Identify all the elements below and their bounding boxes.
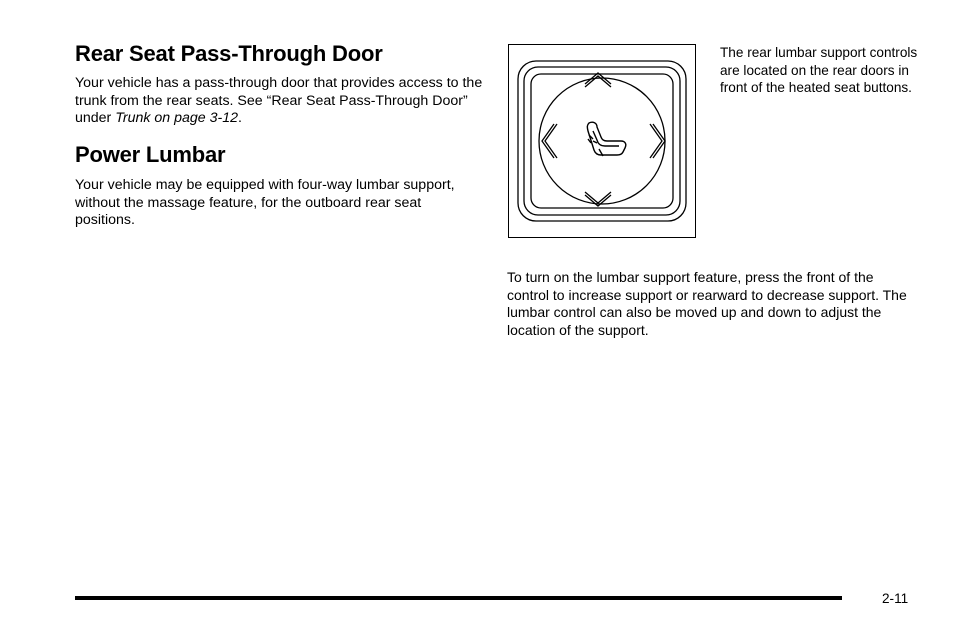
control-housing-inner (531, 74, 673, 208)
section-heading-power-lumbar: Power Lumbar (75, 142, 226, 167)
control-housing-outer (518, 61, 686, 221)
figure-caption: The rear lumbar support controls are located on the rear doors in front of the heated seat buttons. (720, 45, 918, 95)
footer-rule (75, 596, 842, 600)
section-body-rear-seat-pass-through-door (75, 75, 485, 128)
section-body-power-lumbar: Your vehicle may be equipped with four-way lumbar support, without the massage feature, for the outboard rear seat positions. (75, 177, 455, 228)
body-text: Your vehicle has a pass-through door that provides access to the trunk from the rear seats. See “Rear Seat Pass-Through Door” under (75, 75, 483, 126)
lumbar-instructions: To turn on the lumbar support feature, press the front of the control to increase support or rearward to decrease support. The lumbar control can also be moved up and down to adjust the location of the support. (507, 269, 907, 338)
section-heading-rear-seat-pass-through-door: Rear Seat Pass-Through Door (75, 41, 383, 66)
chevron-left-icon (542, 124, 554, 158)
lumbar-control-illustration (509, 45, 695, 237)
page-number: 2-11 (882, 591, 909, 606)
lumbar-control-figure (508, 44, 696, 238)
chevron-right-icon-inner (653, 124, 665, 158)
seat-lumbar-icon (587, 122, 625, 156)
control-housing-middle (524, 67, 680, 215)
control-knob (539, 78, 665, 204)
cross-reference-link[interactable]: Trunk on page 3-12 (115, 110, 239, 126)
body-text-end: . (238, 110, 242, 126)
